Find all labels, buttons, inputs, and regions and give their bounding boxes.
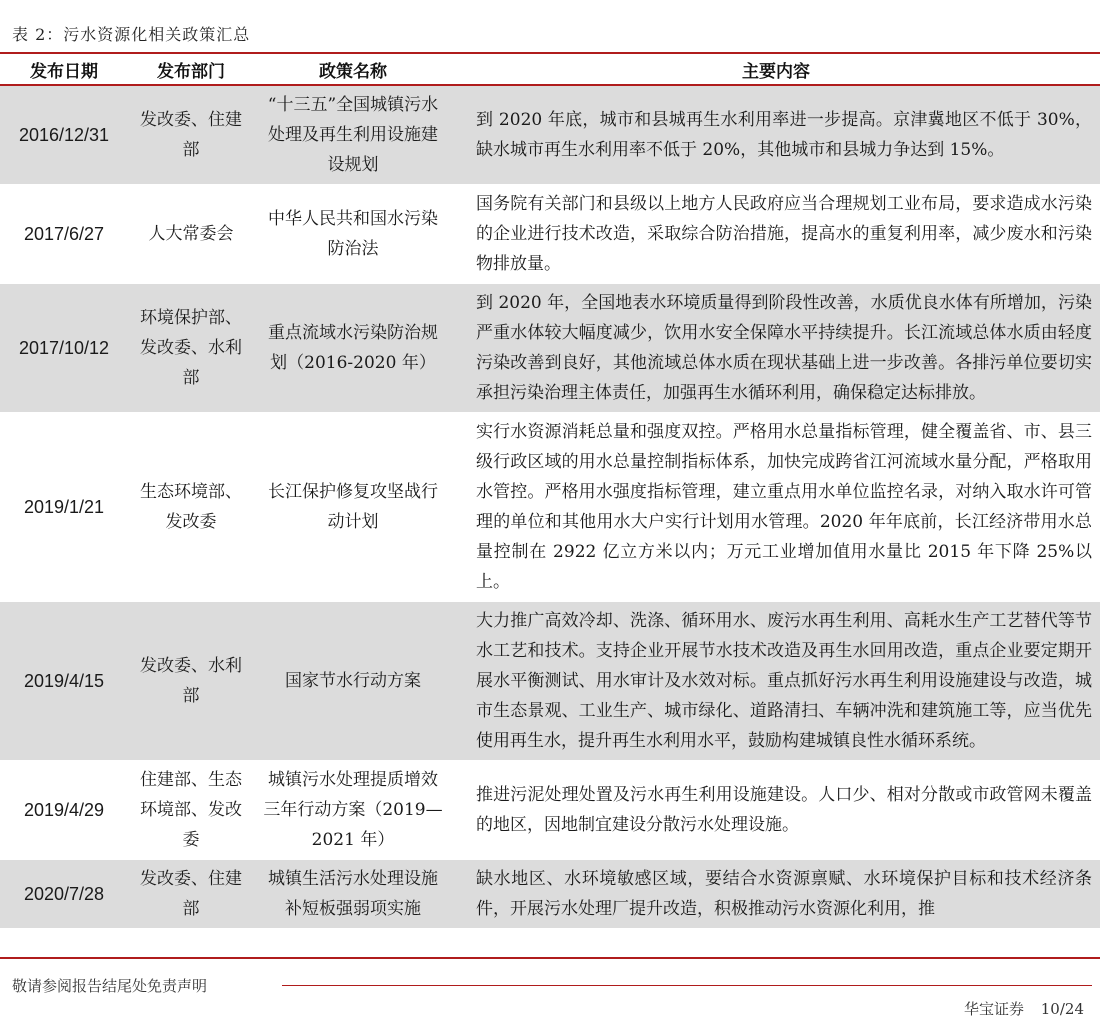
table-row: [0, 761, 1100, 860]
cell-main-content: 实行水资源消耗总量和强度双控。严格用水总量指标管理，健全覆盖省、市、县三级行政区域的用水总量控制指标体系，加快完成跨省江河流域水量分配，严格取用水管控。严格用水强度指标管理，建立重点用水单位监控名录，对纳入取水许可管理的单位和其他用水大户实行计划用水管理。2020 年年底前，长江经济带用水总量控制在 2922 亿立方米以内；万元工业增加值用水量比 2015 年下降 25%以上。: [452, 413, 1100, 602]
footer-divider: [282, 985, 1092, 986]
cell-policy-name: 城镇生活污水处理设施补短板强弱项实施: [254, 860, 452, 929]
cell-policy-name: 重点流域水污染防治规划（2016-2020 年）: [254, 284, 452, 413]
cell-main-content: 大力推广高效冷却、洗涤、循环用水、废污水再生利用、高耗水生产工艺替代等节水工艺和技术。支持企业开展节水技术改造及再生水回用改造，重点企业要定期开展水平衡测试、用水审计及水效对标。重点抓好污水再生利用设施建设与改造，城市生态景观、工业生产、城市绿化、道路清扫、车辆冲洗和建筑施工等，应当优先使用再生水，提升再生水利用水平，鼓励构建城镇良性水循环系统。: [452, 602, 1100, 761]
header-date: 发布日期: [0, 53, 128, 85]
table-header-row: [0, 53, 1100, 85]
table-row: [0, 860, 1100, 929]
cell-date: 2019/4/15: [0, 602, 128, 761]
cell-policy-name: 长江保护修复攻坚战行动计划: [254, 413, 452, 602]
cell-date: 2019/4/29: [0, 761, 128, 860]
cell-department: 发改委、水利部: [128, 602, 254, 761]
header-department: 发布部门: [128, 53, 254, 85]
table-row: [0, 85, 1100, 185]
cell-date: 2017/6/27: [0, 185, 128, 284]
cell-policy-name: 中华人民共和国水污染防治法: [254, 185, 452, 284]
table-caption: 表 2：污水资源化相关政策汇总: [12, 25, 251, 44]
cell-department: 发改委、住建部: [128, 85, 254, 185]
footer-company: 华宝证券: [963, 1000, 1024, 1018]
footer-disclaimer: 敬请参阅报告结尾处免责声明: [12, 977, 208, 995]
cell-main-content: 国务院有关部门和县级以上地方人民政府应当合理规划工业布局，要求造成水污染的企业进行技术改造，采取综合防治措施，提高水的重复利用率，减少废水和污染物排放量。: [452, 185, 1100, 284]
cell-department: 发改委、住建部: [128, 860, 254, 929]
cell-department: 住建部、生态环境部、发改委: [128, 761, 254, 860]
cell-date: 2016/12/31: [0, 85, 128, 185]
cell-date: 2020/7/28: [0, 860, 128, 929]
cell-policy-name: “十三五”全国城镇污水处理及再生利用设施建设规划: [254, 85, 452, 185]
cell-main-content: 到 2020 年底，城市和县城再生水利用率进一步提高。京津冀地区不低于 30%，缺水城市再生水利用率不低于 20%，其他城市和县城力争达到 15%。: [452, 85, 1100, 185]
cell-main-content: 缺水地区、水环境敏感区域，要结合水资源禀赋、水环境保护目标和技术经济条件，开展污水处理厂提升改造，积极推动污水资源化利用，推: [452, 860, 1100, 929]
cell-date: 2019/1/21: [0, 413, 128, 602]
cell-department: 人大常委会: [128, 185, 254, 284]
cell-policy-name: 国家节水行动方案: [254, 602, 452, 761]
cell-main-content: 到 2020 年，全国地表水环境质量得到阶段性改善，水质优良水体有所增加，污染严重水体较大幅度减少，饮用水安全保障水平持续提升。长江流域总体水质由轻度污染改善到良好，其他流域总体水质在现状基础上进一步改善。各排污单位要切实承担污染治理主体责任，加强再生水循环利用，确保稳定达标排放。: [452, 284, 1100, 413]
table-row: [0, 284, 1100, 413]
cell-department: 生态环境部、发改委: [128, 413, 254, 602]
table-bottom-rule: [0, 957, 1100, 959]
policy-table: [0, 52, 1100, 929]
cell-department: 环境保护部、发改委、水利部: [128, 284, 254, 413]
footer-page-number: 10/24: [1040, 1000, 1084, 1018]
table-row: [0, 602, 1100, 761]
table-row: [0, 185, 1100, 284]
table-row: [0, 413, 1100, 602]
cell-policy-name: 城镇污水处理提质增效三年行动方案（2019—2021 年）: [254, 761, 452, 860]
cell-main-content: 推进污泥处理处置及污水再生利用设施建设。人口少、相对分散或市政管网未覆盖的地区，因地制宜建设分散污水处理设施。: [452, 761, 1100, 860]
header-main-content: 主要内容: [452, 53, 1100, 85]
header-policy-name: 政策名称: [254, 53, 452, 85]
cell-date: 2017/10/12: [0, 284, 128, 413]
